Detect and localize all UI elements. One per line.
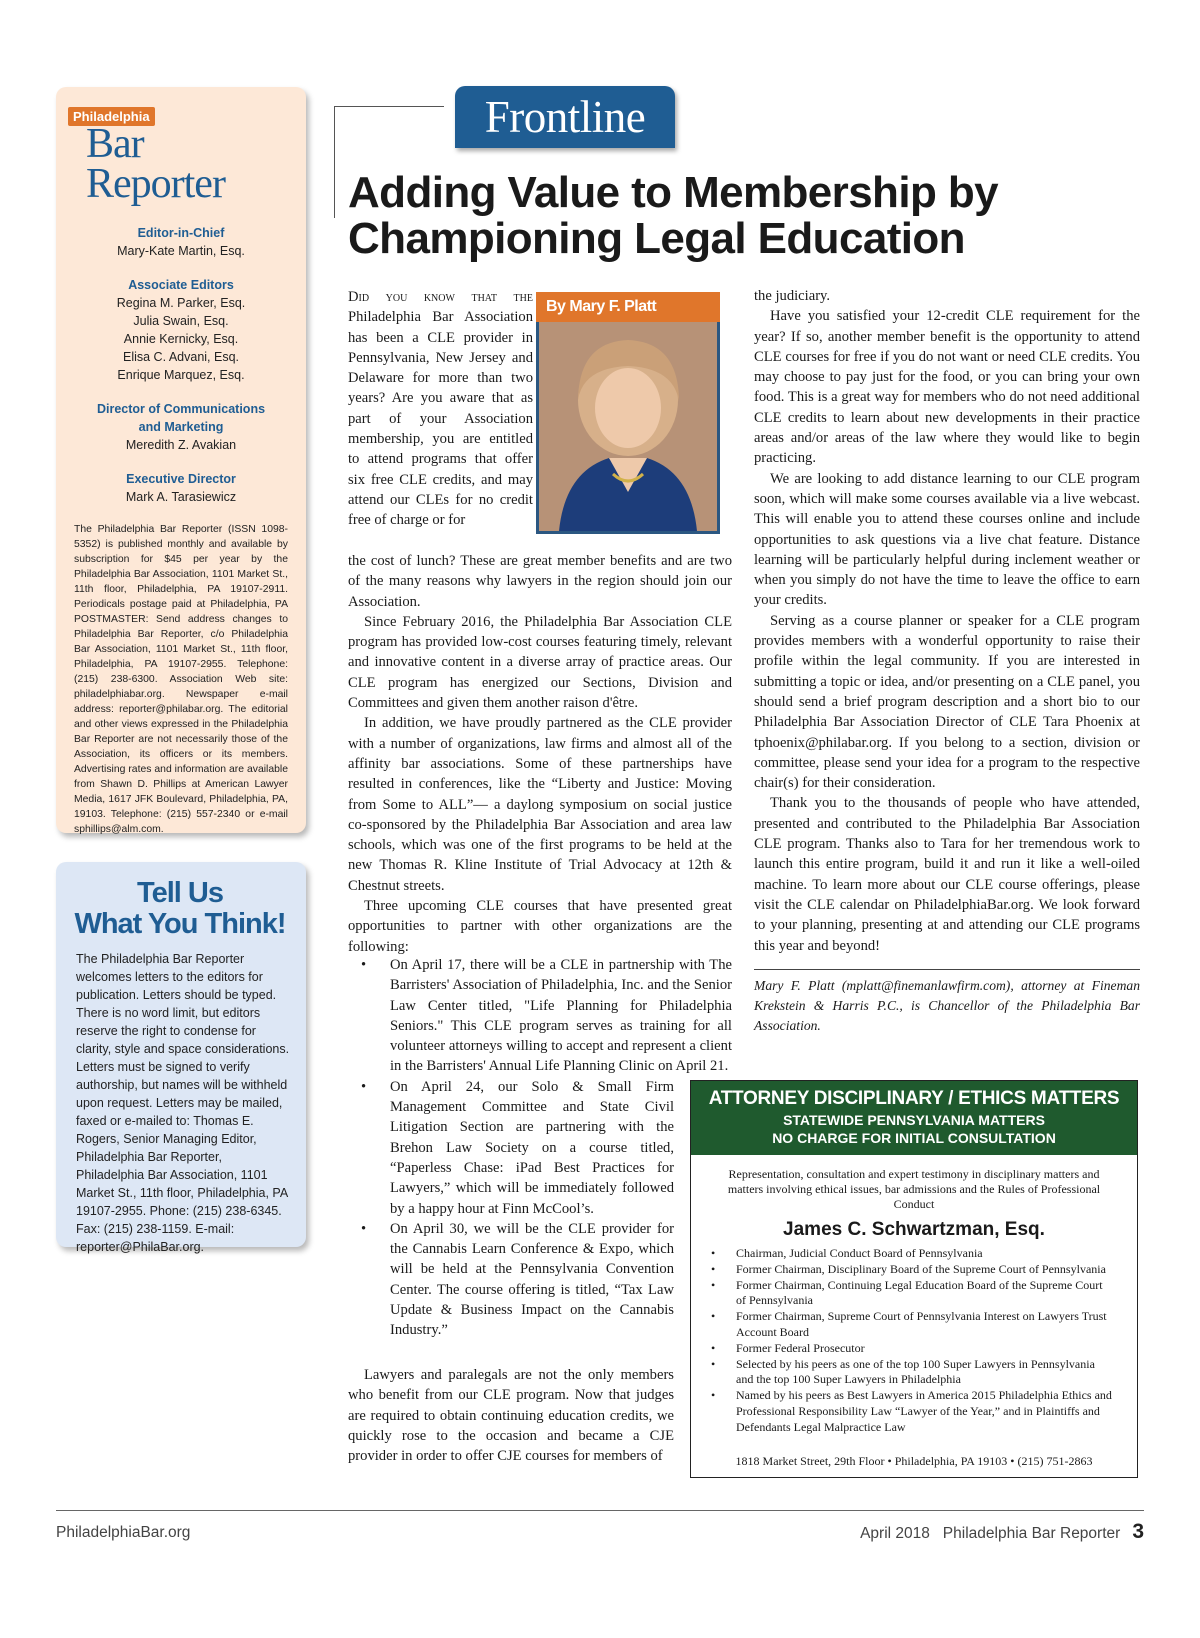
bullet-icon: •: [361, 957, 367, 973]
ad-address: 1818 Market Street, 29th Floor • Philadelphia, PA 19103 • (215) 751-2863: [735, 1454, 1093, 1468]
list-item: • Chairman, Judicial Conduct Board of Pennsylvania: [711, 1246, 983, 1260]
list-item: • On April 24, our Solo & Small Firm Management Committee and State Civil Litigation Section are partnering with the Brehon Law Society on a course titled, “Paperless Chase: iPad Best Practices for Lawyers,” which will be immediately followed by a happy hour at Finn McCool’s.: [361, 1078, 674, 1217]
ad-subtitle: NO CHARGE FOR INITIAL CONSULTATION: [772, 1130, 1056, 1146]
bullet-icon: •: [711, 1277, 716, 1292]
headline-line2: Championing Legal Education: [348, 214, 965, 263]
page-number: 3: [1132, 1520, 1144, 1543]
article-paragraph: Three upcoming CLE courses that have presented great opportunities to partner with other organizations are the following:: [348, 898, 732, 955]
list-item: • Former Chairman, Supreme Court of Pennsylvania Interest on Lawyers Trust Account Board: [711, 1309, 1107, 1339]
ad-intro: Representation, consultation and expert testimony in disciplinary matters and matters involving ethical issues, bar admissions and the Rules of Professional Conduct: [727, 1167, 1101, 1211]
staff-name: Enrique Marquez, Esq.: [117, 368, 245, 382]
masthead-legal-notice: The Philadelphia Bar Reporter (ISSN 1098-5352) is published monthly and available by subscription for $45 per year by the Philadelphia Bar Association, 1101 Market St., 11th floor, Philadelphia, PA 19107-2911. Periodicals postage paid at Philadelphia, PA POSTMASTER: Send address changes to Philadelphia Bar Reporter, c/o Philadelphia Bar Association, 1101 Market St., 11th floor, Philadelphia, PA 19107-2955. Telephone: (215) 238-6300. Association Web site: philadelphiabar.org. Newspaper e-mail address: reporter@philabar.org. The editorial and other views expressed in the Philadelphia Bar Reporter are not necessarily those of the Association, its officers or its members. Advertising rates and information are available from Shawn D. Phillips at American Lawyer Media, 1617 JFK Boulevard, Philadelphia, PA, 19103. Telephone: (215) 557-2340 or e-mail sphillips@alm.com.: [74, 524, 288, 835]
list-item: • Former Chairman, Disciplinary Board of the Supreme Court of Pennsylvania: [711, 1261, 1106, 1276]
bullet-icon: •: [711, 1261, 716, 1276]
staff-name: Annie Kernicky, Esq.: [123, 332, 239, 346]
portrait-illustration: [539, 322, 717, 531]
lead-text: Philadelphia Bar Association has been a CLE provider in Pennsylvania, New Jersey and Delaware for more than two years? Are you aware that as part of your Association membership, you are entitled to attend programs that offer six free CLE credits, and may attend our CLEs for no credit free of charge or for: [348, 309, 533, 529]
staff-editor-in-chief: [74, 224, 288, 260]
tellus-heading: [70, 878, 290, 940]
header-rule-horizontal: [334, 106, 444, 107]
header-rule-vertical: [334, 106, 335, 218]
lead-small-caps: Did you know that the: [348, 289, 533, 305]
bio-divider: [754, 969, 1140, 970]
article-column-1-end: [348, 1365, 674, 1466]
article-paragraph: Serving as a course planner or speaker for a CLE program provides members with a wonderful opportunity to raise their profile within the legal community. If you are interested in submitting a topic or idea, and/or presenting on a CLE panel, you should send a brief program description and a short bio to our Philadelphia Bar Association Director of CLE Tara Phoenix at tphoenix@philabar.org. If you belong to a section, division or committee, please send your idea for a program to the respective chair(s) for their consideration.: [754, 612, 1140, 792]
author-bio: Mary F. Platt (mplatt@finemanlawfirm.com), attorney at Fineman Krekstein & Harris P.C., is Chancellor of the Philadelphia Bar Association.: [754, 978, 1140, 1033]
upcoming-cle-list: [348, 955, 732, 1341]
article-paragraph: Lawyers and paralegals are not the only members who benefit from our CLE program. Now that judges are required to obtain continuing education credits, we quickly rose to the occasion and became a CJE provider in order to offer CJE courses for members of: [348, 1367, 674, 1465]
ad-banner: [691, 1081, 1137, 1155]
ad-attorney-name: James C. Schwartzman, Esq.: [783, 1219, 1045, 1240]
bullet-icon: •: [711, 1340, 716, 1355]
headline-line1: Adding Value to Membership by: [348, 168, 999, 217]
article-paragraph: the judiciary.: [754, 288, 831, 304]
bullet-icon: •: [711, 1356, 716, 1371]
list-item: • On April 30, we will be the CLE provider for the Cannabis Learn Conference & Expo, which will be held at the Pennsylvania Convention Center. The course offering is titled, “Tax Law Update & Business Impact on the Cannabis Industry.”: [361, 1220, 674, 1339]
list-item: • Former Federal Prosecutor: [711, 1340, 865, 1355]
staff-name: Mary-Kate Martin, Esq.: [117, 244, 245, 258]
article-paragraph: In addition, we have proudly partnered as the CLE provider with a number of organizations, law firms and almost all of the affinity bar associations. Some of these partnerships have resulted in conferences, like the “Liberty and Justice: Moving from Some to ALL”— a daylong symposium on social justice co-sponsored by the Philadelphia Bar Association and area law schools, which was one of the first programs to be held at the new Thomas R. Kline Institute of Trial Advocacy at 12th & Chestnut streets.: [348, 715, 732, 894]
footer-rule: [56, 1510, 1144, 1511]
masthead-tag: Philadelphia: [68, 107, 155, 126]
ad-subtitle: STATEWIDE PENNSYLVANIA MATTERS: [783, 1112, 1045, 1128]
bullet-icon: •: [711, 1309, 716, 1324]
list-item: • Former Chairman, Continuing Legal Education Board of the Supreme Court of Pennsylvania: [711, 1277, 1103, 1308]
staff-name: Julia Swain, Esq.: [133, 314, 229, 328]
list-item: • On April 17, there will be a CLE in partnership with The Barristers' Association of Philadelphia, Inc. and the Senior Law Center titled, "Life Planning for Philadelphia Seniors." This CLE program serves as training for all volunteer attorneys willing to accept and represent a client in the Barristers' Annual Life Planning Clinic on April 21.: [361, 957, 732, 1075]
staff-name: Meredith Z. Avakian: [125, 438, 237, 452]
byline: By Mary F. Platt: [536, 292, 720, 322]
list-item: • Selected by his peers as one of the top 100 Super Lawyers in Pennsylvania and the top 100 Super Lawyers in Philadelphia: [711, 1356, 1095, 1387]
bullet-icon: •: [361, 1220, 367, 1237]
staff-name: Elisa C. Advani, Esq.: [122, 350, 240, 364]
list-item: • Named by his peers as Best Lawyers in America 2015 Philadelphia Ethics and Professional Responsibility Law “Lawyer of the Year,” and in Plaintiffs and Defendants Legal Malpractice Law: [711, 1388, 1112, 1434]
tellus-heading-line2: What You Think!: [74, 908, 286, 940]
letters-to-editor-box: [56, 862, 306, 1254]
ad-credentials-list: [691, 1246, 1137, 1436]
article-paragraph: Have you satisfied your 12-credit CLE requirement for the year? If so, another member benefit is the opportunity to attend CLE courses for free if you do not want or need CLE credits. You may choose to pay just for the food, or you can bring your own food. This is a great way for members who do not need additional CLE credits to learn about new developments in their practice areas and/or areas of the law where they would like to begin practicing.: [754, 308, 1140, 467]
staff-communications-director: [74, 400, 288, 454]
article-headline: [348, 170, 1148, 262]
staff-role: Associate Editors: [128, 278, 234, 292]
author-portrait: [539, 322, 717, 531]
tellus-heading-line1: Tell Us: [137, 877, 223, 909]
article-paragraph: Since February 2016, the Philadelphia Bar Association CLE program has provided low-cost courses featuring timely, relevant and innovative content in a diverse array of practice areas. Our CLE program has energized our Sections, Division and Committees and given them another raison d'être.: [348, 613, 732, 712]
masthead-box: [56, 87, 306, 833]
article-column-2: [754, 286, 1140, 956]
attorney-ad-box: [690, 1080, 1138, 1478]
footer-issue: April 2018 Philadelphia Bar Reporter: [860, 1525, 1121, 1542]
author-photo-box: [536, 292, 720, 534]
tellus-body: The Philadelphia Bar Reporter welcomes letters to the editors for publication. Letters should be typed. There is no word limit, but editors reserve the right to condense for clarity, style and space considerations. Letters must be signed to verify authorship, but names will be withheld upon request. Letters may be mailed, faxed or e-mailed to: Thomas E. Rogers, Senior Managing Editor, Philadelphia Bar Reporter, Philadelphia Bar Association, 1101 Market St., 11th floor, Philadelphia, PA 19107-2955. Phone: (215) 238-6345. Fax: (215) 238-1159. E-mail: reporter@PhilaBar.org.: [76, 952, 290, 1254]
article-paragraph: Thank you to the thousands of people who have attended, presented and contributed to the Philadelphia Bar Association CLE program. Thanks also to Tara for her tremendous work to launch this entire program, build it and run it like a well-oiled machine. To learn more about our CLE course offerings, please visit the CLE calendar on PhiladelphiaBar.org. We look forward to your planning, presenting at and attending our CLE programs this year and beyond!: [754, 795, 1140, 954]
section-tab-frontline: Frontline: [455, 86, 675, 148]
bullet-icon: •: [711, 1388, 716, 1403]
article-lead-paragraph: [348, 287, 533, 531]
bullet-icon: •: [711, 1246, 716, 1260]
article-paragraph: We are looking to add distance learning to our CLE program soon, which will make some courses available via a live webcast. This will enable you to attend these courses online and include opportunities to ask questions via a live chat feature. Distance learning will be particularly helpful during inclement weather or when you simply do not have the time to leave the office to earn your credits.: [754, 470, 1140, 609]
masthead-logo: Bar Reporter: [86, 121, 225, 207]
staff-role: Director of Communications and Marketing: [96, 402, 266, 434]
article-paragraph: the cost of lunch? These are great member benefits and are two of the many reasons why lawyers in the region should join our Association.: [348, 553, 732, 610]
staff-name: Regina M. Parker, Esq.: [116, 296, 246, 310]
footer-site-link[interactable]: PhiladelphiaBar.org: [56, 1524, 191, 1541]
bullet-icon: •: [361, 1078, 367, 1095]
staff-associate-editors: [74, 276, 288, 384]
staff-role: Executive Director: [126, 472, 236, 486]
ad-title: ATTORNEY DISCIPLINARY / ETHICS MATTERS: [708, 1088, 1120, 1109]
staff-name: Mark A. Tarasiewicz: [125, 490, 237, 504]
footer-issue-info: [860, 1520, 1144, 1544]
article-column-1: [348, 551, 732, 957]
staff-executive-director: [74, 470, 288, 506]
article-paragraph: [348, 287, 533, 531]
staff-role: Editor-in-Chief: [137, 226, 225, 240]
